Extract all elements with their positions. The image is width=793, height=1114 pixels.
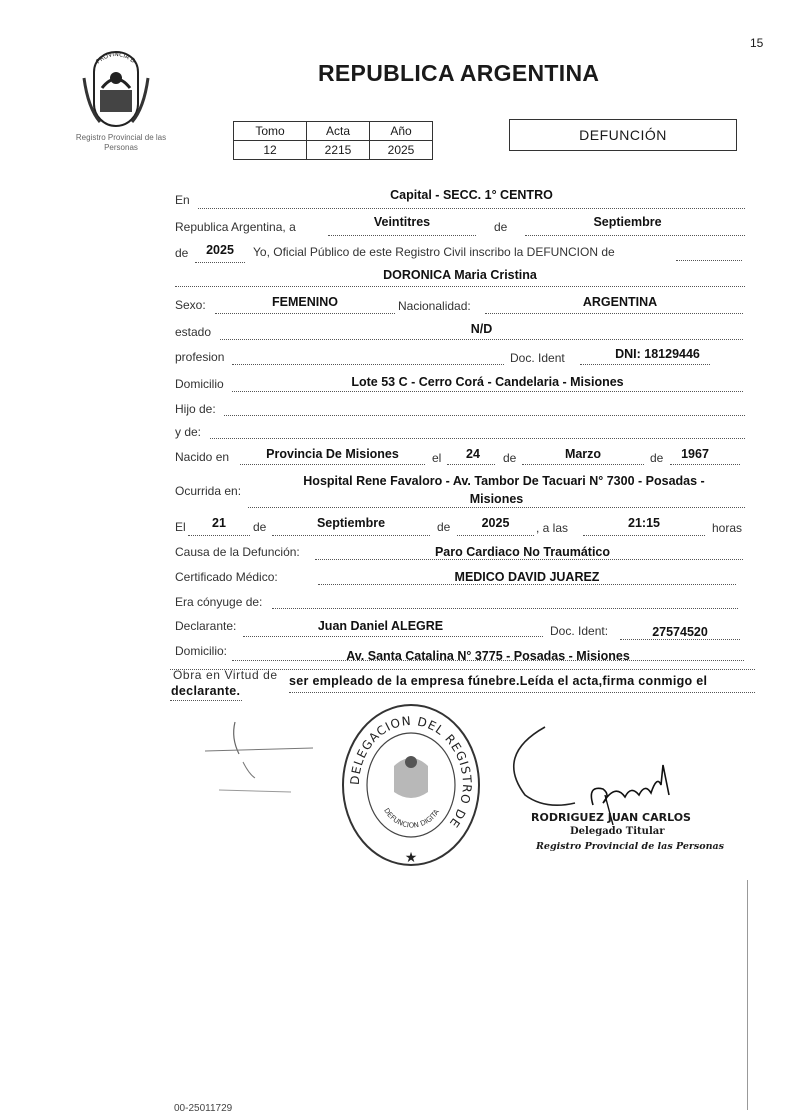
- acta-value: 2215: [307, 141, 370, 160]
- label-estado: estado: [175, 325, 212, 339]
- dotted-line: [220, 339, 743, 340]
- footer-code: 00-25011729: [174, 1103, 233, 1114]
- dotted-line: [210, 438, 745, 439]
- label-nacido-en: Nacido en: [175, 450, 230, 464]
- death-year-value: 2025: [481, 516, 510, 530]
- tomo-header: Tomo: [234, 122, 307, 141]
- dotted-line: [243, 636, 543, 637]
- sex-value: FEMENINO: [272, 295, 338, 309]
- label-a-las: , a las: [536, 521, 569, 535]
- dotted-line: [670, 464, 740, 465]
- label-el: el: [432, 451, 442, 465]
- birth-day-value: 24: [466, 447, 480, 461]
- registry-table: [233, 121, 433, 160]
- dotted-line: [175, 286, 745, 287]
- dotted-line: [583, 535, 705, 536]
- death-day-value: 21: [212, 516, 226, 530]
- birth-month-value: Marzo: [564, 447, 602, 461]
- label-doc-ident: Doc. Ident:: [550, 624, 609, 638]
- declarant-value: Juan Daniel ALEGRE: [317, 619, 444, 633]
- dotted-line: [522, 464, 644, 465]
- label-republica: Republica Argentina, a: [175, 220, 296, 234]
- dotted-line: [620, 639, 740, 640]
- act-type-box: DEFUNCIÓN: [509, 119, 737, 151]
- dotted-line: [289, 692, 755, 693]
- dotted-line: [447, 464, 495, 465]
- label-profesion: profesion: [175, 350, 225, 364]
- label-doc-ident: Doc. Ident: [510, 351, 565, 365]
- virtue-text-line-1: ser empleado de la empresa fúnebre.Leída el acta,firma conmigo el: [289, 674, 708, 688]
- label-conyuge: Era cónyuge de:: [175, 595, 263, 609]
- birth-year-value: 1967: [681, 447, 709, 461]
- dotted-line: [248, 507, 745, 508]
- declarant-signature-marks: [205, 718, 315, 803]
- label-oficial: Yo, Oficial Público de este Registro Civil inscribo la DEFUNCION de: [253, 245, 615, 259]
- label-de: de: [175, 246, 189, 260]
- place-value: Capital - SECC. 1° CENTRO: [390, 188, 553, 202]
- signatory-role: Delegado Titular: [570, 826, 665, 837]
- death-month-value: Septiembre: [316, 516, 386, 530]
- page-number: 15: [750, 36, 764, 50]
- dotted-line: [188, 535, 250, 536]
- day-words-value: Veintitres: [373, 215, 431, 229]
- dotted-line: [215, 313, 395, 314]
- label-de: de: [650, 451, 664, 465]
- label-sexo: Sexo:: [175, 298, 206, 312]
- organization-name: Registro Provincial de las Personas: [75, 133, 167, 152]
- death-time-value: 21:15: [628, 516, 660, 530]
- dotted-line: [525, 235, 745, 236]
- label-de: de: [494, 220, 508, 234]
- label-nacionalidad: Nacionalidad:: [398, 299, 471, 313]
- birth-place-value: Provincia De Misiones: [266, 447, 399, 461]
- dotted-line: [318, 584, 736, 585]
- dotted-line: [232, 391, 743, 392]
- official-seal: [336, 700, 486, 875]
- acta-header: Acta: [307, 122, 370, 141]
- month-value: Septiembre: [593, 215, 662, 229]
- label-horas: horas: [712, 521, 743, 535]
- label-de: de: [437, 520, 451, 534]
- signatory-name: RODRIGUEZ JUAN CARLOS: [531, 811, 691, 824]
- emblem-text: PROVINCIA D: [94, 50, 137, 66]
- year-value: 2025: [206, 243, 234, 257]
- signatory-office: Registro Provincial de las Personas: [536, 841, 725, 852]
- declarant-doc-value: 27574520: [652, 625, 708, 639]
- label-el: El: [175, 520, 186, 534]
- anio-value: 2025: [370, 141, 433, 160]
- deceased-name: DORONICA Maria Cristina: [383, 268, 537, 282]
- dotted-line: [457, 535, 534, 536]
- label-hijo-de: Hijo de:: [175, 402, 216, 416]
- dotted-line: [170, 700, 242, 701]
- label-certificado: Certificado Médico:: [175, 570, 278, 584]
- country-title: REPUBLICA ARGENTINA: [318, 60, 600, 86]
- label-de: de: [253, 520, 267, 534]
- dotted-line: [272, 608, 738, 609]
- occurred-line-2: Misiones: [469, 492, 524, 506]
- page-edge-line: [747, 880, 748, 1110]
- civil-state-value: N/D: [470, 322, 493, 336]
- seal-outer-text: DELEGACION DEL REGISTRO DE: [347, 713, 475, 831]
- label-domicilio: Domicilio: [175, 377, 224, 391]
- doctor-value: MEDICO DAVID JUAREZ: [454, 570, 600, 584]
- virtue-text-line-2: declarante.: [171, 684, 241, 698]
- label-en: En: [175, 193, 190, 207]
- occurred-line-1: Hospital Rene Favaloro - Av. Tambor De Tacuari N° 7300 - Posadas -: [303, 474, 705, 488]
- dotted-line: [272, 535, 430, 536]
- label-ocurrida-en: Ocurrida en:: [175, 484, 242, 498]
- seal-inner-text: DEFUNCION DIGITA: [382, 806, 441, 830]
- dotted-line: [315, 559, 743, 560]
- star-icon: ★: [404, 849, 418, 865]
- dotted-line: [232, 364, 504, 365]
- dotted-line: [198, 208, 745, 209]
- label-de: de: [503, 451, 517, 465]
- dotted-line: [580, 364, 710, 365]
- declarant-address-value: Av. Santa Catalina N° 3775 - Posadas - Misiones: [346, 649, 630, 663]
- tomo-value: 12: [234, 141, 307, 160]
- cause-value: Paro Cardiaco No Traumático: [434, 545, 611, 559]
- dotted-line: [195, 262, 245, 263]
- label-y-de: y de:: [175, 425, 202, 439]
- anio-header: Año: [370, 122, 433, 141]
- dotted-line: [485, 313, 743, 314]
- dotted-line: [224, 415, 745, 416]
- label-declarante: Declarante:: [175, 619, 237, 633]
- label-causa: Causa de la Defunción:: [175, 545, 300, 559]
- dotted-line: [240, 464, 425, 465]
- nationality-value: ARGENTINA: [582, 295, 658, 309]
- address-value: Lote 53 C - Cerro Corá - Candelaria - Misiones: [351, 375, 624, 389]
- label-obra: Obra en Virtud de: [173, 668, 278, 682]
- provincial-emblem: [80, 48, 152, 130]
- dotted-line: [328, 235, 476, 236]
- dotted-line: [676, 260, 742, 261]
- label-domicilio: Domicilio:: [175, 644, 228, 658]
- dotted-line: [170, 669, 755, 670]
- dni-value: DNI: 18129446: [615, 347, 700, 361]
